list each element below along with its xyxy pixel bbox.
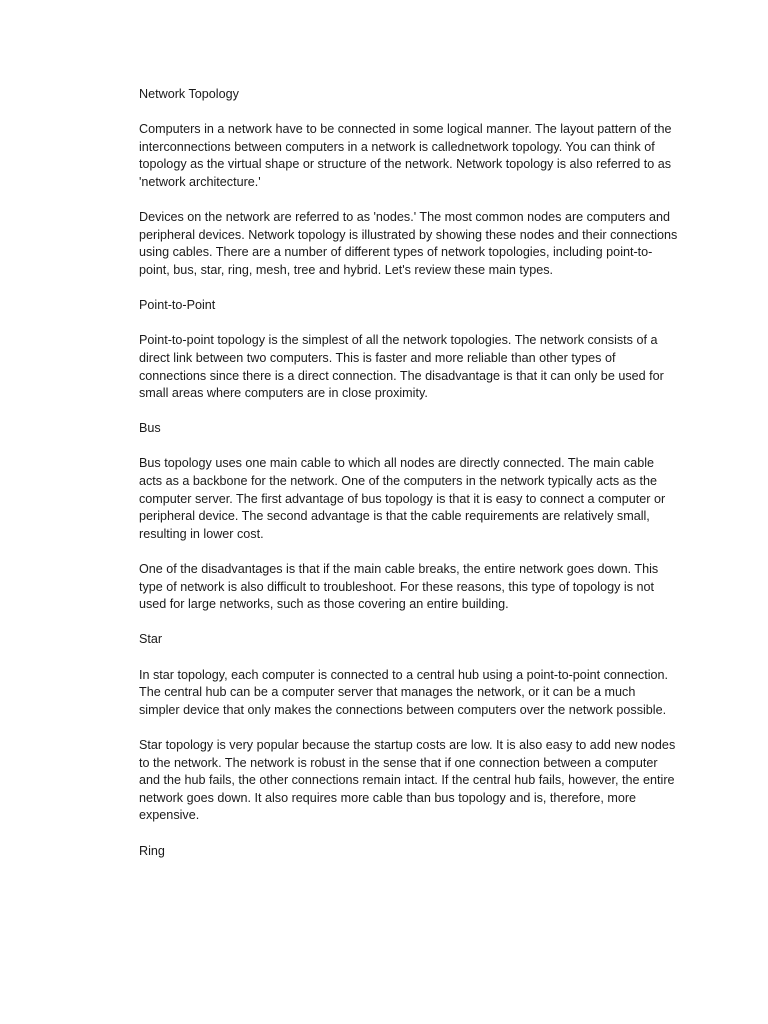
paragraph-intro: Computers in a network have to be connected in some logical manner. The layout pattern of the interconnections between computers in a network is callednetwork topology. You can think of topology as the virtual shape or structure of the network. Network topology is also referred to as 'network architecture.' bbox=[139, 122, 672, 189]
paragraph-bus-disadvantages: One of the disadvantages is that if the main cable breaks, the entire network goes down. This type of network is also difficult to troubleshoot. For these reasons, this type of topology is not used for large networks, such as those covering an entire building. bbox=[139, 562, 659, 612]
document-page bbox=[139, 86, 679, 878]
section-heading-ring: Ring bbox=[139, 843, 165, 858]
paragraph-star-description: In star topology, each computer is connected to a central hub using a point-to-point connection. The central hub can be a computer server that manages the network, or it can be a much simpler device that only makes the connections between computers over the network possible. bbox=[139, 667, 669, 717]
paragraph-bus-advantages: Bus topology uses one main cable to which all nodes are directly connected. The main cable acts as a backbone for the network. One of the computers in the network typically acts as the computer server. The first advantage of bus topology is that it is easy to connect a computer or peripheral device. The second advantage is that the cable requirements are relatively small, resulting in lower cost. bbox=[139, 456, 666, 541]
document-title: Network Topology bbox=[139, 87, 239, 101]
section-heading-point-to-point: Point-to-Point bbox=[139, 298, 216, 313]
section-heading-star: Star bbox=[139, 632, 163, 647]
section-heading-bus: Bus bbox=[139, 421, 161, 436]
paragraph-star-pros-cons: Star topology is very popular because the startup costs are low. It is also easy to add new nodes to the network. The network is robust in the sense that if one connection between a computer and the hub fails, the other connections remain intact. If the central hub fails, however, the entire network goes down. It also requires more cable than bus topology and is, therefore, more expensive. bbox=[139, 737, 676, 823]
paragraph-nodes: Devices on the network are referred to as 'nodes.' The most common nodes are computers and peripheral devices. Network topology is illustrated by showing these nodes and their connections using cables. There are a number of different types of network topologies, including point-to-point, bus, star, ring, mesh, tree and hybrid. Let's review these main types. bbox=[139, 210, 678, 277]
paragraph-point-to-point: Point-to-point topology is the simplest of all the network topologies. The network consists of a direct link between two computers. This is faster and more reliable than other types of connections since there is a direct connection. The disadvantage is that it can only be used for small areas where computers are in close proximity. bbox=[139, 333, 664, 401]
